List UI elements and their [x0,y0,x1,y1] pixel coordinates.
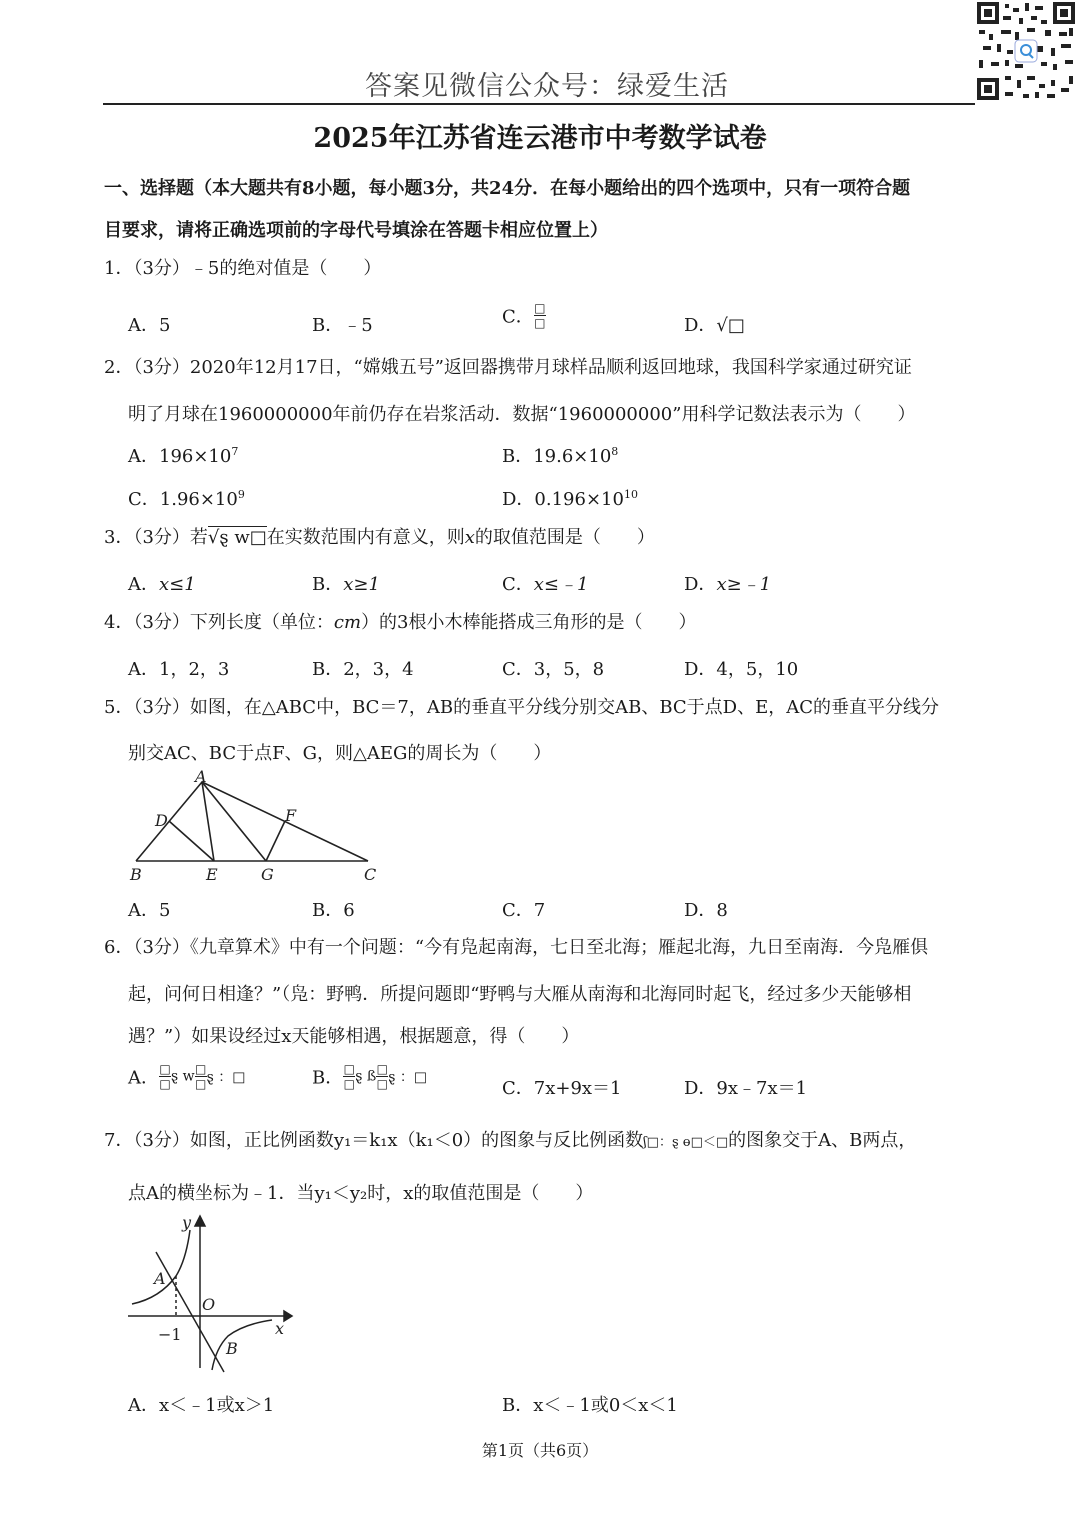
q4-option-c: C．3，5，8 [502,659,605,680]
q7-option-a: A．x＜﹣1或x＞1 [128,1395,275,1416]
label-y: y [182,1213,192,1232]
label-e: E [206,865,218,884]
x-axis-arrow [284,1311,292,1321]
q1-option-c-fraction [534,302,546,329]
q6-a-frac1 [159,1063,171,1090]
q3-radical: √ȿ w□ [207,527,267,548]
q1-option-d: D．√□ [684,315,745,336]
q5-option-c: C．7 [502,900,546,921]
label-b: B [130,865,142,884]
q6-a-tail: ȿ ：□ [206,1069,246,1086]
frac-den: □ [343,1077,355,1091]
q7-line1-glyph: ʃ□：ȿ ɵ□＜□ [643,1135,729,1150]
q1-option-c [502,302,546,329]
q3-option-b-expr: x≥1 [343,574,380,595]
segment-de [169,821,214,861]
page-footer: 第1页（共6页） [481,1441,599,1460]
q2-option-b-exp: 8 [611,445,619,458]
section-heading-line2: 目要求，请将正确选项前的字母代号填涂在答题卡相应位置上） [104,220,608,241]
q2-option-c [128,485,245,511]
question-3-stem [104,527,655,549]
label-b: B [226,1339,238,1358]
frac-den: □ [534,316,546,330]
label-neg1: −1 [158,1325,182,1344]
q2-option-d-base: D．0.196×10 [502,489,624,510]
q3-option-d-expr: x≥﹣1 [716,574,772,595]
q4-option-a: A．1，2，3 [128,659,230,680]
label-o: O [202,1295,216,1314]
question-6-line1: 6．（3分）《九章算术》中有一个问题：“今有凫起南海，七日至北海；雁起北海，九日至南海．今凫雁俱 [104,937,929,958]
frac-num: □ [534,301,546,315]
q3-mid: 在实数范围内有意义，则 [266,527,465,548]
q3-option-b [312,570,380,596]
label-a: A [154,1269,166,1288]
label-x: x [275,1319,285,1338]
q3-option-c [502,570,588,596]
question-7-line1 [104,1130,916,1154]
q6-option-a-label: A． [128,1067,159,1089]
q3-pre: 3．（3分）若 [104,527,208,548]
q2-option-a [128,442,238,468]
header-rule [103,103,975,105]
qr-code [975,0,1077,102]
question-7-line2: 点A的横坐标为﹣1．当y₁＜y₂时，x的取值范围是（ ） [128,1183,594,1204]
question-6-line3: 遇？”）如果设经过x天能够相遇，根据题意，得（ ） [128,1026,580,1047]
frac-den: □ [159,1077,171,1091]
q6-b-tail: ȿ ：□ [388,1069,428,1086]
q6-b-mid: ȿ ß [355,1068,377,1085]
label-a: A [195,768,207,786]
hyperbola-branch-upper [132,1230,190,1304]
q2-option-c-exp: 9 [237,488,245,501]
q7-option-b: B．x＜﹣1或0＜x＜1 [502,1395,678,1416]
q7-line1-pre: 7．（3分）如图，正比例函数 [104,1130,334,1151]
q4-option-d: D．4，5，10 [684,659,799,680]
q5-option-b: B．6 [312,900,355,921]
q3-option-d-label: D． [684,574,717,595]
q7-line1-mid: y₁＝k₁x（k₁＜0）的图象与反比例函数 [333,1130,644,1151]
page-title: 2025年江苏省连云港市中考数学试卷 [313,123,767,154]
q3-option-a-label: A． [128,574,159,595]
label-f: F [285,806,297,825]
q5-triangle-figure [125,768,385,888]
q4-post: ）的3根小木棒能搭成三角形的是（ ） [361,612,697,633]
q6-option-b-label: B． [312,1067,344,1089]
label-g: G [261,865,274,884]
q6-a-frac2 [195,1063,207,1090]
q6-option-c: C．7x+9x＝1 [502,1078,622,1099]
q4-pre: 4．（3分）下列长度（单位： [104,612,334,633]
question-2-line1: 2．（3分）2020年12月17日，“嫦娥五号”返回器携带月球样品顺利返回地球，我国科学家通过研究证 [104,357,912,378]
q2-option-d-exp: 10 [623,488,638,501]
question-5-line2: 别交AC、BC于点F、G，则△AEG的周长为（ ） [128,743,552,764]
question-1-stem: 1．（3分）﹣5的绝对值是（ ） [104,258,382,279]
q2-option-b-base: B．19.6×10 [502,446,612,467]
frac-den: □ [376,1077,388,1091]
q2-option-d [502,485,638,511]
q5-option-a: A．5 [128,900,171,921]
frac-num: □ [194,1062,207,1076]
q3-option-b-label: B． [312,574,344,595]
q2-option-a-base: A．196×10 [128,446,232,467]
q3-post: 的取值范围是（ ） [474,527,655,548]
q7-line1-post: 的图象交于A、B两点， [728,1130,917,1151]
q6-option-a [128,1063,246,1090]
q6-b-frac1 [343,1063,355,1090]
frac-num: □ [376,1062,388,1076]
frac-num: □ [159,1062,171,1076]
hyperbola-branch-lower [212,1320,272,1370]
segment-fg [266,821,285,861]
q2-option-b [502,442,618,468]
question-2-line2: 明了月球在1960000000年前仍存在岩浆活动．数据“1960000000”用科学记数法表示为（ ） [128,404,916,425]
q1-option-b: B．﹣5 [312,315,373,336]
q3-option-c-expr: x≤﹣1 [533,574,589,595]
q4-unit: cm [333,612,362,633]
frac-num: □ [343,1062,355,1076]
y-axis-arrow [195,1216,205,1226]
q2-option-c-base: C．1.96×10 [128,489,238,510]
q7-graph-figure [120,1208,300,1378]
frac-den: □ [194,1077,207,1091]
q3-option-a [128,570,196,596]
question-4-stem [104,612,697,634]
q3-option-a-expr: x≤1 [159,574,196,595]
section-heading-line1: 一、选择题（本大题共有8小题，每小题3分，共24分．在每小题给出的四个选项中，只有一项符合题 [104,178,911,199]
question-5-line1: 5．（3分）如图，在△ABC中，BC＝7，AB的垂直平分线分别交AB、BC于点D、E，AC的垂直平分线分 [104,697,939,718]
q6-a-mid: ȿ w [171,1068,195,1085]
q3-option-c-label: C． [502,574,534,595]
q6-option-b [312,1063,427,1090]
q1-option-c-label: C． [502,306,534,328]
q6-b-frac2 [376,1063,388,1090]
label-d: D [155,811,168,830]
q4-option-b: B．2，3，4 [312,659,414,680]
q3-option-d [684,570,771,596]
question-6-line2: 起，问何日相逢？”（凫：野鸭．所提问题即“野鸭与大雁从南海和北海同时起飞，经过多少天能够相 [128,984,912,1005]
q3-var: x [464,527,475,548]
q1-option-a: A．5 [128,315,171,336]
header-text: 答案见微信公众号：绿爱生活 [365,71,729,102]
q5-option-d: D．8 [684,900,728,921]
label-c: C [364,865,377,884]
q2-option-a-exp: 7 [231,445,239,458]
q6-option-d: D．9x﹣7x＝1 [684,1078,808,1099]
